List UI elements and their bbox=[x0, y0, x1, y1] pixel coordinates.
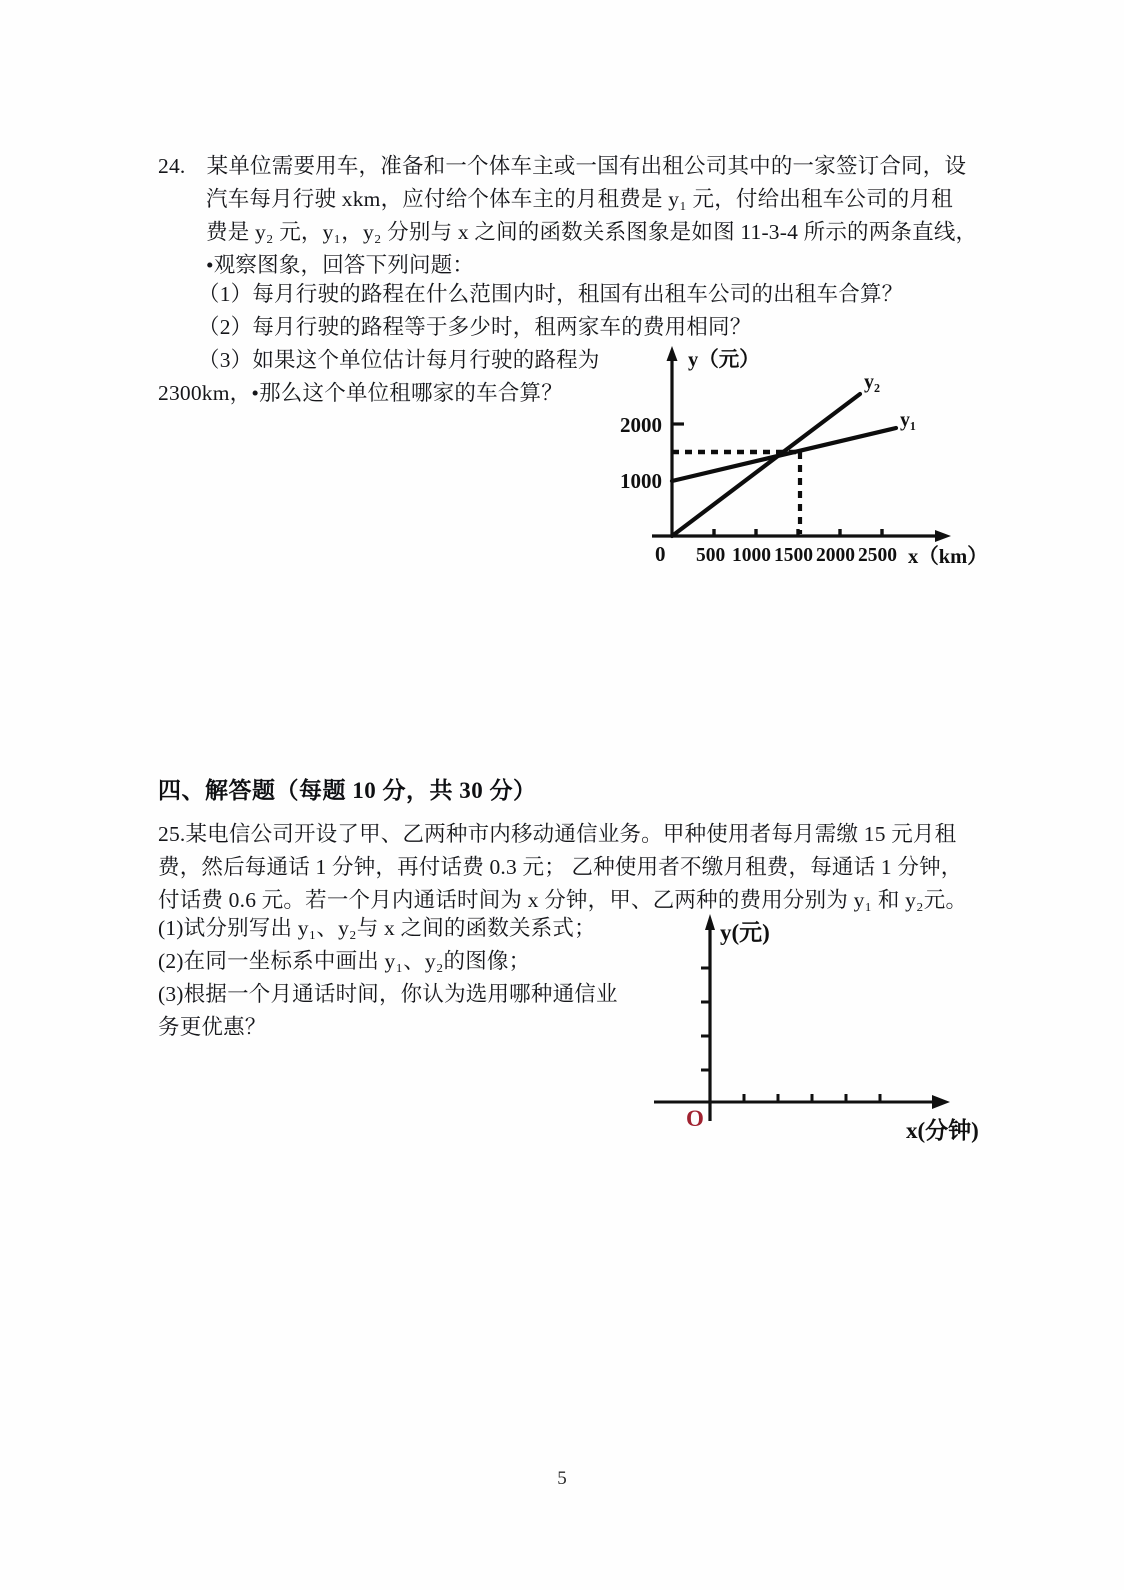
figure-11-3-4-svg bbox=[608, 336, 1008, 576]
y-ticklabel-2000: 2000 bbox=[620, 413, 662, 437]
origin-label: O bbox=[686, 1106, 704, 1131]
question-24-line-1-text: 某单位需要用车，准备和一个体车主或一国有出租公司其中的一家签订合同，设 bbox=[206, 154, 967, 178]
section-4-heading: 四、解答题（每题 10 分，共 30 分） bbox=[158, 778, 537, 803]
y-axis-arrow bbox=[667, 346, 678, 361]
question-25-body bbox=[158, 818, 998, 917]
question-25-sub-3: (3)根据一个月通话时间，你认为选用哪种通信业 bbox=[158, 982, 618, 1006]
question-24-line-4: •观察图象，回答下列问题： bbox=[206, 253, 475, 277]
question-25-subquestions bbox=[158, 912, 718, 1044]
series-y1-line bbox=[672, 428, 896, 481]
x-axis-arrow bbox=[935, 530, 951, 542]
x-ticklabel-500: 500 bbox=[696, 545, 726, 566]
question-25-line-2: 费，然后每通话 1 分钟，再付话费 0.3 元； 乙种使用者不缴月租费，每通话 1 分钟， bbox=[158, 855, 963, 879]
x-ticklabel-2500: 2500 bbox=[858, 545, 897, 566]
x-axis-arrow bbox=[932, 1095, 950, 1109]
y-ticklabel-1000: 1000 bbox=[620, 469, 662, 493]
series-y2-line bbox=[672, 394, 860, 536]
x-ticklabel-1000: 1000 bbox=[732, 545, 771, 566]
x-axis-label: x（km） bbox=[908, 546, 988, 568]
y-axis-arrow bbox=[705, 914, 715, 930]
figure-11-3-4 bbox=[608, 336, 1008, 576]
question-24-line-2: 汽车每月行驶 xkm，应付给个体车主的月租费是 y₁ 元，付给出租车公司的月租 bbox=[206, 187, 953, 211]
question-25-sub-2: (2)在同一坐标系中画出 y₁、y₂的图像； bbox=[158, 949, 531, 973]
question-25-line-1: 25.某电信公司开设了甲、乙两种市内移动通信业务。甲种使用者每月需缴 15 元月租 bbox=[158, 822, 957, 846]
question-24-sub-3: （3）如果这个单位估计每月行驶的路程为 bbox=[198, 348, 600, 372]
blank-axes-q25 bbox=[648, 906, 1048, 1156]
question-24-sub-3-cont: 2300km，•那么这个单位租哪家的车合算？ bbox=[158, 381, 563, 405]
question-25-sub-1: (1)试分别写出 y₁、y₂与 x 之间的函数关系式； bbox=[158, 916, 596, 940]
x-axis-label: x(分钟) bbox=[906, 1118, 979, 1143]
page-number: 5 bbox=[557, 1468, 567, 1489]
question-24-line-3: 费是 y₂ 元，y₁，y₂ 分别与 x 之间的函数关系图象是如图 11-3-4 所示的两条直线， bbox=[206, 220, 978, 244]
blank-axes-q25-svg bbox=[648, 906, 1048, 1156]
x-ticklabel-1500: 1500 bbox=[774, 545, 813, 566]
question-24-body bbox=[158, 150, 998, 282]
question-25-line-3: 付话费 0.6 元。若一个月内通话时间为 x 分钟，甲、乙两种的费用分别为 y₁ 和 y₂元。 bbox=[158, 888, 968, 912]
origin-label: 0 bbox=[655, 542, 666, 566]
y-axis-label: y(元) bbox=[720, 920, 770, 945]
question-25-sub-3-cont: 务更优惠？ bbox=[158, 1015, 267, 1039]
y-axis-label: y（元） bbox=[688, 349, 760, 371]
series-y2-label: y₂ bbox=[864, 371, 880, 393]
series-y1-label: y₁ bbox=[900, 409, 916, 431]
question-24-line-1 bbox=[158, 150, 998, 183]
x-ticklabel-2000: 2000 bbox=[816, 545, 855, 566]
question-24-sub-1: （1）每月行驶的路程在什么范围内时，租国有出租车公司的出租车合算？ bbox=[198, 282, 904, 306]
question-24-sub-2: （2）每月行驶的路程等于多少时，租两家车的费用相同？ bbox=[198, 315, 752, 339]
question-24-number: 24. bbox=[158, 154, 186, 178]
